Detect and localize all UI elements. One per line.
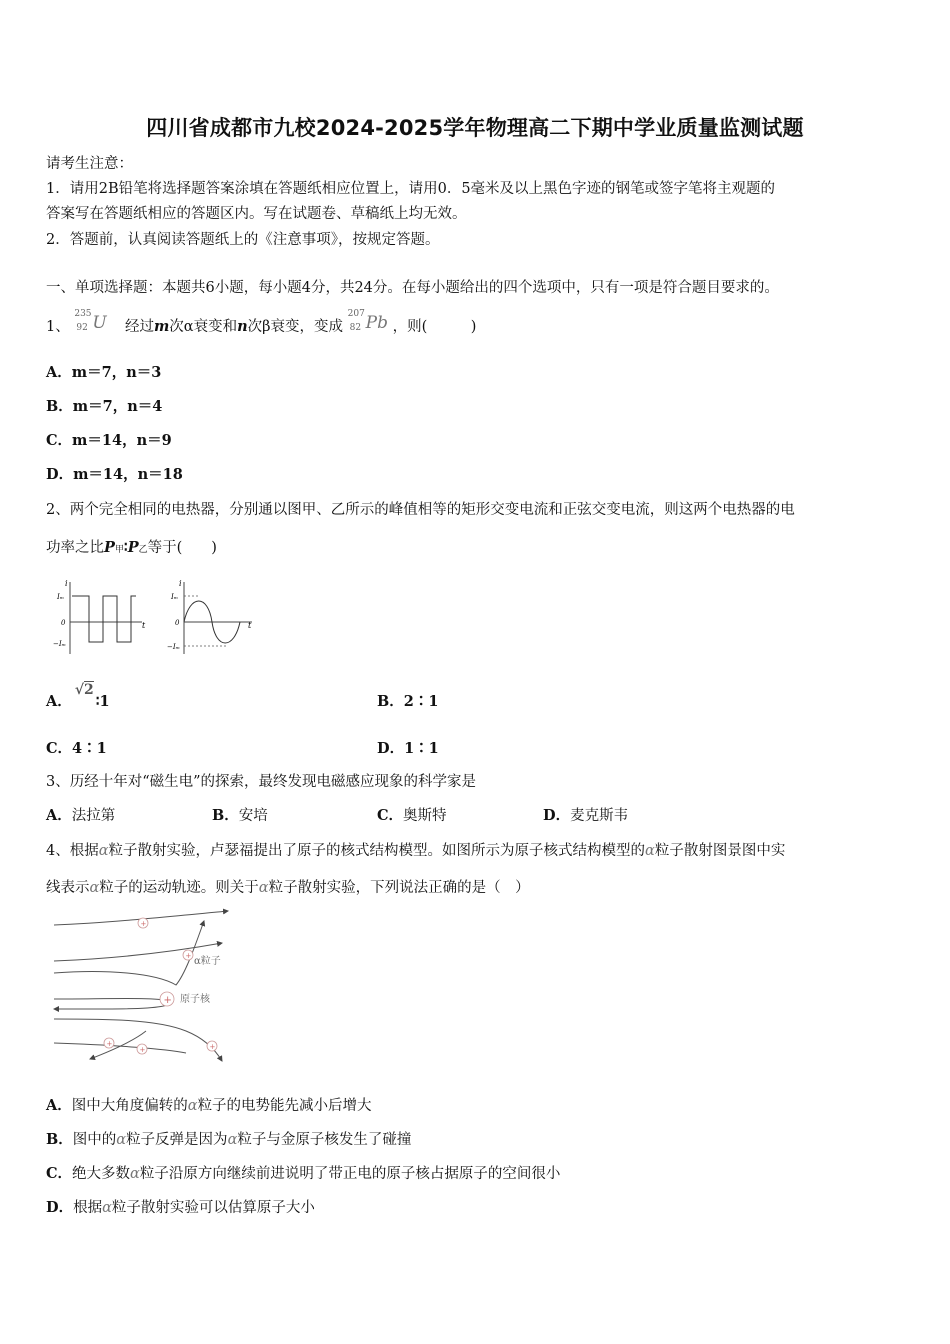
plus-glyph: + xyxy=(139,1046,146,1054)
graph1-negim-label: −Iₘ xyxy=(53,640,66,648)
power-subscript: 甲 xyxy=(114,545,124,555)
graph2-t-label: t xyxy=(248,621,252,630)
q1-option-a[interactable] xyxy=(46,361,161,382)
option-text: 绝大多数 xyxy=(72,1166,131,1182)
option-text: 法拉第 xyxy=(71,808,116,824)
alpha-symbol: α xyxy=(102,1200,112,1216)
trajectory-bottom-a xyxy=(54,1043,186,1053)
option-text: 4∶1 xyxy=(72,740,107,757)
nuclide-symbol: Pb xyxy=(365,313,388,333)
q2-option-b[interactable] xyxy=(377,690,438,711)
option-label: B． xyxy=(377,693,404,710)
q4-option-c[interactable] xyxy=(46,1162,560,1183)
sqrt-radicand: 2 xyxy=(84,682,94,698)
ratio-colon: ∶ xyxy=(123,539,128,556)
sqrt-expression xyxy=(75,681,94,698)
alpha-symbol: α xyxy=(116,1132,127,1148)
square-wave xyxy=(72,596,136,642)
power-subscript: 乙 xyxy=(138,545,148,555)
q1-text-c: 次β衰变，变成 xyxy=(247,319,344,335)
q4-text: 粒子散射实验，卢瑟福提出了原子的核式结构模型。如图所示为原子核式结构模型的 xyxy=(108,843,646,859)
q4-text: 粒子散射图景图中实 xyxy=(654,843,786,859)
q4-option-d[interactable] xyxy=(46,1196,315,1217)
question-2-line-2 xyxy=(46,536,217,557)
option-label: A． xyxy=(46,693,72,710)
power-symbol: P xyxy=(104,539,115,556)
notice-line-2: 答案写在答题纸相应的答题区内。写在试题卷、草稿纸上均无效。 xyxy=(46,206,467,222)
option-text: 图中的 xyxy=(72,1132,117,1148)
alpha-symbol: α xyxy=(130,1166,140,1182)
option-label: C． xyxy=(377,807,404,824)
q4-option-b[interactable] xyxy=(46,1128,411,1149)
option-text: 粒子反弹是因为 xyxy=(126,1132,228,1148)
option-text: m＝14，n＝9 xyxy=(72,432,172,449)
nuclide-symbol: U xyxy=(92,313,107,333)
square-wave-graph xyxy=(53,579,146,654)
q4-text: 粒子散射实验，下列说法正确的是（ ） xyxy=(268,880,530,896)
q4-text: 4、根据 xyxy=(46,843,99,859)
alpha-symbol: α xyxy=(187,1098,198,1114)
plus-glyph: + xyxy=(163,995,172,1006)
q4-option-a[interactable] xyxy=(46,1094,372,1115)
option-label: A． xyxy=(46,364,72,381)
option-label: A． xyxy=(46,807,72,824)
uranium-nuclide xyxy=(74,311,114,335)
option-text: 粒子沿原方向继续前进说明了带正电的原子核占据原子的空间很小 xyxy=(139,1166,561,1182)
q2-text-b: 等于( ) xyxy=(147,540,217,556)
q1-option-c[interactable] xyxy=(46,429,172,450)
nuclide-atomic: 82 xyxy=(349,323,362,333)
q4-text: 粒子的运动轨迹。则关于 xyxy=(99,880,259,896)
alpha-particle-label: α粒子 xyxy=(194,956,221,967)
sine-wave-graph xyxy=(167,579,252,654)
power-symbol: P xyxy=(127,539,139,556)
option-text: m＝7，n＝3 xyxy=(71,364,162,381)
option-text: 2∶1 xyxy=(403,693,439,710)
graph1-t-label: t xyxy=(142,621,146,630)
option-label: D． xyxy=(46,1199,74,1216)
nucleus-label: 原子核 xyxy=(180,994,210,1005)
alpha-symbol: α xyxy=(98,843,109,859)
graph1-im-label: Iₘ xyxy=(57,593,65,601)
option-text: 粒子与金原子核发生了碰撞 xyxy=(237,1132,412,1148)
q3-option-d[interactable] xyxy=(543,804,628,825)
trajectory-rebound xyxy=(54,999,170,1010)
plus-glyph: + xyxy=(209,1043,216,1051)
question-4-line-1 xyxy=(46,839,785,860)
option-text: 麦克斯韦 xyxy=(570,808,629,824)
page-title: 四川省成都市九校2024-2025学年物理高二下期中学业质量监测试题 xyxy=(146,116,804,140)
alpha-symbol: α xyxy=(89,880,100,896)
option-label: B． xyxy=(46,398,73,415)
q2-option-c[interactable] xyxy=(46,737,107,758)
option-label: D． xyxy=(46,466,74,483)
nuclide-atomic: 92 xyxy=(76,323,88,333)
q2-text-a: 功率之比 xyxy=(46,540,104,556)
option-label: A． xyxy=(46,1097,72,1114)
sqrt-icon: √ xyxy=(74,682,85,698)
q1-option-d[interactable] xyxy=(46,463,183,484)
lead-nuclide xyxy=(348,311,388,335)
option-label: C． xyxy=(46,432,73,449)
trajectory-deflected-down xyxy=(54,1019,222,1061)
option-text: 粒子散射实验可以估算原子大小 xyxy=(111,1200,315,1216)
option-label: C． xyxy=(46,1165,73,1182)
option-text: 安培 xyxy=(238,808,268,824)
nuclide-mass: 235 xyxy=(74,309,92,319)
q1-text-a: 经过 xyxy=(124,319,154,335)
option-label: B． xyxy=(212,807,239,824)
option-text: 根据 xyxy=(73,1200,103,1216)
option-label: B． xyxy=(46,1131,73,1148)
option-text: ∶1 xyxy=(95,693,110,710)
plus-glyph: + xyxy=(140,920,147,928)
trajectory-deflected-up xyxy=(54,921,204,985)
notice-line-3: 2．答题前，认真阅读答题纸上的《注意事项》，按规定答题。 xyxy=(46,232,440,248)
alpha-symbol: α xyxy=(227,1132,238,1148)
alpha-symbol: α xyxy=(258,880,269,896)
option-label: D． xyxy=(377,740,405,757)
alpha-symbol: α xyxy=(645,843,655,859)
q1-var-m: m xyxy=(153,318,170,335)
option-text: 奥斯特 xyxy=(403,808,447,824)
question-3: 3、历经十年对“磁生电”的探索，最终发现电磁感应现象的科学家是 xyxy=(46,774,477,790)
q2-option-a[interactable] xyxy=(46,682,110,711)
q1-option-b[interactable] xyxy=(46,395,162,416)
option-label: C． xyxy=(46,740,73,757)
option-label: D． xyxy=(543,807,571,824)
q2-option-d[interactable] xyxy=(377,737,439,758)
option-text: 粒子的电势能先减小后增大 xyxy=(197,1098,372,1114)
option-text: m＝7，n＝4 xyxy=(72,398,163,415)
question-1 xyxy=(46,309,477,339)
graph1-zero-label: 0 xyxy=(61,619,66,627)
graph2-im-label: Iₘ xyxy=(171,593,179,601)
current-graphs xyxy=(53,576,266,658)
q3-option-c[interactable] xyxy=(377,804,447,825)
q4-text: 线表示 xyxy=(46,880,90,896)
notice-heading: 请考生注意： xyxy=(46,156,133,172)
nuclide-mass: 207 xyxy=(347,309,365,319)
q3-option-b[interactable] xyxy=(212,804,268,825)
graph1-i-label: i xyxy=(65,579,68,588)
section-heading: 一、单项选择题：本题共6小题，每小题4分，共24分。在每小题给出的四个选项中，只有一项是符合题目要求的。 xyxy=(46,280,779,296)
q1-var-n: n xyxy=(237,318,248,335)
graph2-i-label: i xyxy=(179,579,182,588)
graph2-negim-label: −Iₘ xyxy=(167,643,180,651)
graph2-zero-label: 0 xyxy=(175,619,180,627)
q1-text-d: ，则( ) xyxy=(392,319,477,335)
q1-text-b: 次α衰变和 xyxy=(169,319,238,335)
option-text: m＝14，n＝18 xyxy=(73,466,183,483)
plus-glyph: + xyxy=(185,952,192,960)
question-2-line-1: 2、两个完全相同的电热器，分别通以图甲、乙所示的峰值相等的矩形交变电流和正弦交变电流，则这两个电热器的电 xyxy=(46,502,795,518)
option-text: 1∶1 xyxy=(404,740,439,757)
question-4-line-2 xyxy=(46,876,530,897)
question-number: 1、 xyxy=(46,319,70,335)
notice-line-1: 1．请用2B铅笔将选择题答案涂填在答题纸相应位置上，请用0．5毫米及以上黑色字迹的钢笔或签字笔将主观题的 xyxy=(46,181,776,197)
alpha-scattering-diagram xyxy=(46,903,246,1068)
option-text: 图中大角度偏转的 xyxy=(71,1098,188,1114)
q3-option-a[interactable] xyxy=(46,804,115,825)
plus-glyph: + xyxy=(106,1040,113,1048)
